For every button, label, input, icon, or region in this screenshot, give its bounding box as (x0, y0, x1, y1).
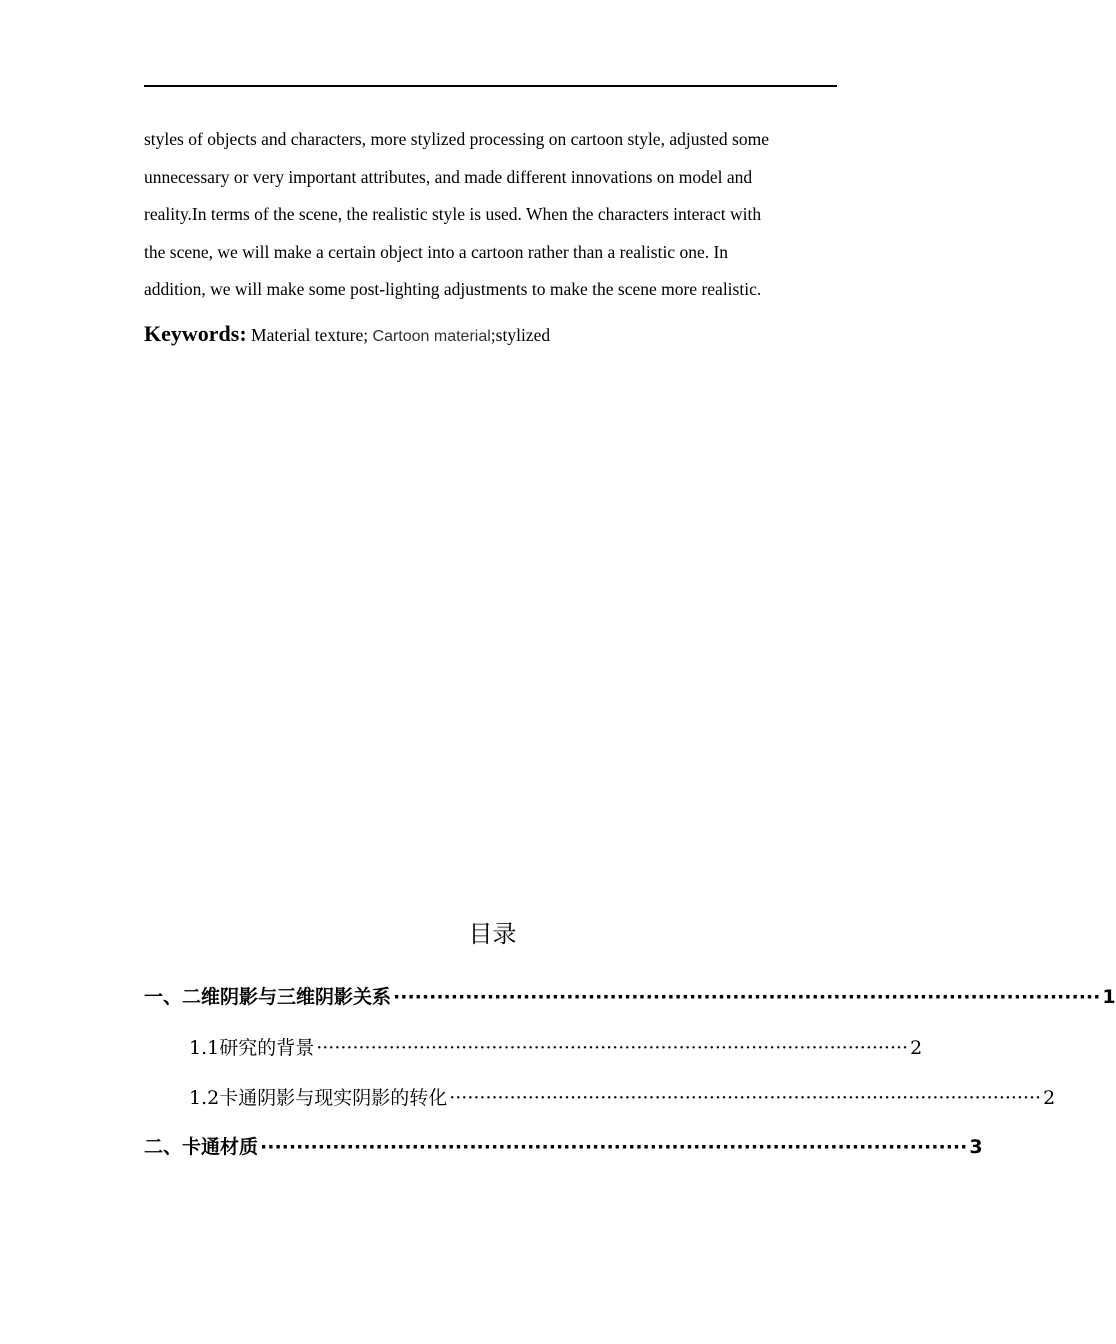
keywords-label: Keywords: (144, 321, 247, 346)
toc-entry-text: 1.1研究的背景 (189, 1037, 315, 1059)
toc-entry-text: 1.2卡通阴影与现实阴影的转化 (189, 1087, 448, 1109)
toc-leader-dots: ·································································································· (316, 1037, 909, 1059)
toc-entry-text: 二、卡通材质 (144, 1136, 259, 1158)
abstract-paragraph (144, 121, 837, 309)
keyword-item: Material texture; (251, 325, 369, 345)
toc-leader-dots: ·································································································· (260, 1136, 968, 1158)
toc-page-number: 1 (1102, 986, 1116, 1008)
toc-entry-text: 一、二维阴影与三维阴影关系 (144, 986, 392, 1008)
toc-entry-level2[interactable] (189, 1083, 1056, 1113)
toc-entry-level1[interactable] (144, 982, 1116, 1012)
toc-leader-dots: ·································································································· (393, 986, 1101, 1008)
abstract-line: styles of objects and characters, more stylized processing on cartoon style, adjusted some (144, 129, 769, 149)
abstract-line: the scene, we will make a certain object into a cartoon rather than a realistic one. In (144, 241, 729, 262)
toc-title: 目录 (468, 920, 517, 948)
abstract-line: addition, we will make some post-lighting adjustments to make the scene more realistic. (144, 279, 762, 299)
toc-leader-dots: ·································································································· (449, 1087, 1042, 1109)
header-rule (144, 85, 837, 87)
keyword-item: Cartoon material (372, 328, 491, 345)
keywords-line (144, 318, 550, 353)
toc-page-number: 3 (969, 1136, 983, 1158)
abstract-line: unnecessary or very important attributes, and made different innovations on model and (144, 166, 753, 187)
toc-entry-level1[interactable] (144, 1132, 983, 1162)
abstract-line: reality.In terms of the scene, the realistic style is used. When the characters interact with (144, 204, 762, 224)
toc-entry-level2[interactable] (189, 1033, 923, 1063)
toc-page-number: 2 (1043, 1087, 1056, 1109)
toc-page-number: 2 (910, 1037, 923, 1059)
keyword-item: ;stylized (490, 325, 551, 345)
